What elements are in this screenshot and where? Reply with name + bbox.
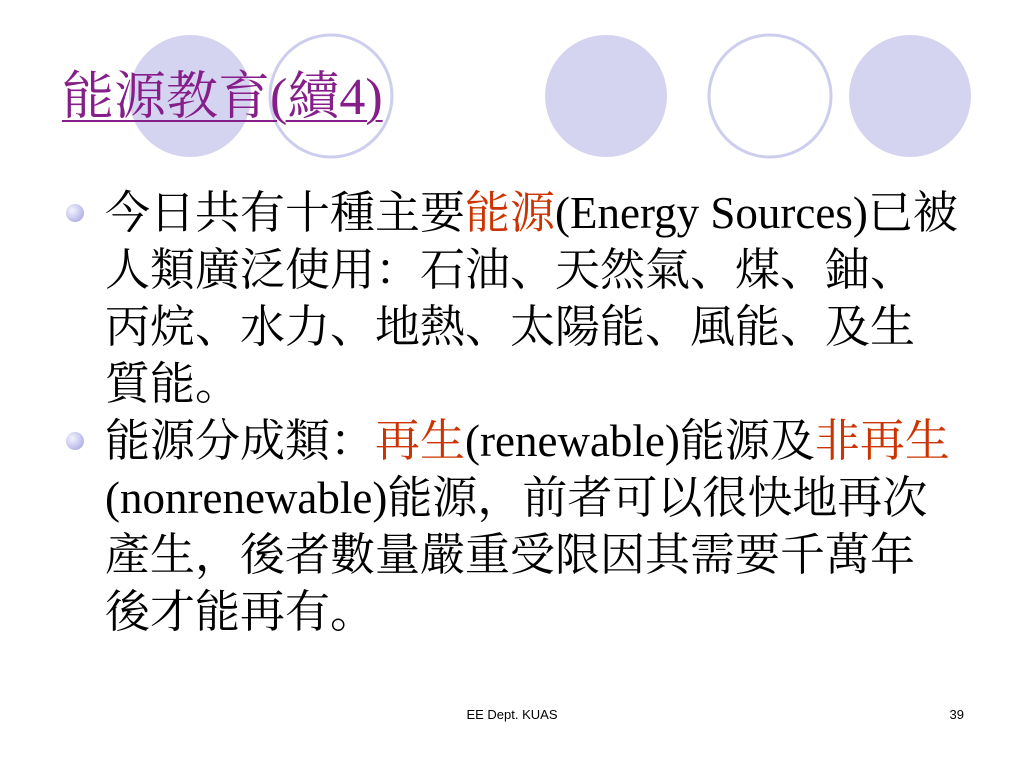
text-segment: 今日共有十種主要	[105, 188, 466, 238]
text-line	[105, 356, 980, 413]
text-segment: 人類廣泛使用：石油、天然氣、煤、鈾、	[105, 245, 916, 295]
slide-title: 能源教育(續4)	[62, 69, 383, 126]
text-line	[105, 527, 980, 584]
bullet-circle-icon	[66, 432, 84, 450]
text-segment: 丙烷、水力、地熱、太陽能、風能、及生	[105, 302, 916, 352]
decorative-circle-filled	[849, 35, 971, 157]
text-line	[105, 242, 980, 299]
text-segment: 產生，後者數量嚴重受限因其需要千萬年	[105, 530, 916, 580]
footer-text: EE Dept. KUAS	[466, 707, 558, 722]
text-segment: (renewable)能源及	[465, 416, 815, 466]
bullet-circle-icon	[66, 204, 84, 222]
text-line	[105, 413, 980, 470]
text-line	[105, 584, 980, 641]
page-number: 39	[949, 707, 964, 722]
text-segment: 能源分成類：	[105, 416, 376, 466]
bullet-item	[60, 185, 980, 413]
text-segment: 後才能再有。	[105, 587, 376, 637]
bullet-item	[60, 413, 980, 641]
text-segment: 質能。	[105, 359, 241, 409]
text-segment: (nonrenewable)能源，前者可以很快地再次	[105, 473, 928, 523]
text-line	[105, 185, 980, 242]
decorative-circle-outline	[709, 35, 831, 157]
decorative-circle-filled	[545, 35, 667, 157]
bullet-list	[60, 185, 980, 641]
text-segment: (Energy Sources)已被	[555, 188, 958, 238]
text-line	[105, 299, 980, 356]
highlight-term: 再生	[375, 416, 466, 466]
highlight-term: 能源	[465, 188, 556, 238]
highlight-term: 非再生	[814, 416, 950, 466]
text-line	[105, 470, 980, 527]
